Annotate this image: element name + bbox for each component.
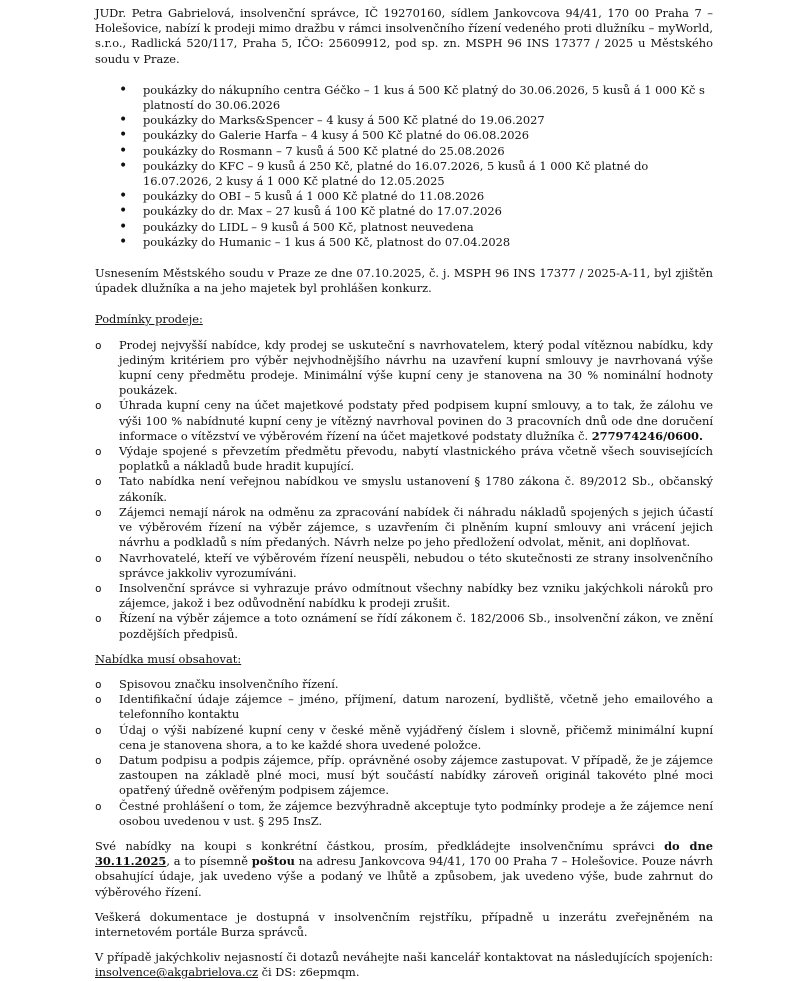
documentation-paragraph: Veškerá dokumentace je dostupná v insolvenčním rejstříku, případně u inzerátu zveřejněném na internetovém portále Burza správců. — [95, 909, 713, 939]
deadline-label: do dne — [664, 838, 713, 853]
submission-text: Své nabídky na koupi s konkrétní částkou, prosím, předkládejte insolvenčnímu správci — [95, 838, 655, 853]
offer-heading: Nabídka musí obsahovat: — [95, 651, 242, 666]
voucher-item: • poukázky do Rosmann – 7 kusů á 500 Kč platné do 25.08.2026 — [143, 144, 713, 159]
condition-item: o Tato nabídka není veřejnou nabídkou ve smyslu ustanovení § 1780 zákona č. 89/2012 Sb., občanský zákoník. — [119, 474, 713, 504]
contact-text: V případě jakýchkoliv nejasností či dotazů neváhejte naši kancelář kontaktovat na následujících spojeních: — [95, 950, 713, 965]
offer-requirements-list — [95, 677, 713, 829]
offer-item: o Čestné prohlášení o tom, že zájemce bezvýhradně akceptuje tyto podmínky prodeje a že zájemce není osobou uvedenou v ust. § 295 InsZ. — [119, 799, 713, 829]
account-number: 277974246/0600. — [591, 428, 703, 443]
voucher-item: • poukázky do KFC – 9 kusů á 250 Kč, platné do 16.07.2026, 5 kusů á 1 000 Kč platné do 16.07.2026, 2 kusy á 1 000 Kč platné do 12.05.2025 — [143, 159, 713, 189]
offer-item: o Identifikační údaje zájemce – jméno, příjmení, datum narození, bydliště, včetně jeho emailového a telefonního kontaktu — [119, 692, 713, 722]
contact-paragraph — [95, 950, 713, 980]
voucher-item: • poukázky do Humanic – 1 kus á 500 Kč, platnost do 07.04.2028 — [143, 235, 713, 250]
voucher-item: • poukázky do Galerie Harfa – 4 kusy á 500 Kč platné do 06.08.2026 — [143, 128, 713, 143]
condition-item-payment — [119, 398, 713, 444]
condition-item: o Výdaje spojené s převzetím předmětu převodu, nabytí vlastnického práva včetně všech souvisejících poplatků a nákladů bude hradit kupující. — [119, 444, 713, 474]
offer-item: o Spisovou značku insolvenčního řízení. — [119, 677, 713, 692]
deadline-date: 30.11.2025 — [95, 854, 167, 869]
condition-item: o Zájemci nemají nárok na odměnu za zpracování nabídek či náhradu nákladů spojených s jejich účastí ve výběrovém řízení na výběr zájemce, s uzavřením či plněním kupní smlouvy ani vrácení jejich návrhu a podkladů s ním předaných. Návrh nelze po jeho předložení odvolat, měnit, ani doplňovat. — [119, 505, 713, 551]
voucher-list — [95, 83, 713, 250]
resolution-paragraph: Usnesením Městského soudu v Praze ze dne 07.10.2025, č. j. MSPH 96 INS 17377 / 2025-A-11, byl zjištěn úpadek dlužníka a na jeho majetek byl prohlášen konkurz. — [95, 266, 713, 296]
submission-text-2: , a to písemně — [166, 854, 248, 869]
condition-item: o Insolvenční správce si vyhrazuje právo odmítnout všechny nabídky bez vzniku jakýchkoli nároků pro zájemce, jakož i bez odůvodnění nabídku k prodeji zrušit. — [119, 581, 713, 611]
voucher-item: • poukázky do LIDL – 9 kusů á 500 Kč, platnost neuvedena — [143, 220, 713, 235]
condition-item: o Prodej nejvyšší nabídce, kdy prodej se uskuteční s navrhovatelem, který podal vítěznou nabídku, kdy jediným kritériem pro výběr nejvhodnějšího návrhu na uzavření kupní smlouvy je navrhovaná výše kupní ceny předmětu prodeje. Minimální výše kupní ceny je stanovena na 30 % nominální hodnoty poukázek. — [119, 338, 713, 399]
submission-text-3: na adresu Jankovcova 94/41, 170 00 Praha 7 – Holešovice. Pouze návrh obsahující údaje, jak uvedeno výše a podaný ve lhůtě a způsobem, jak uvedeno výše, bude zahrnut do výběrového řízení. — [95, 854, 714, 899]
contact-email-link[interactable]: insolvence@akgabrielova.cz — [95, 965, 258, 980]
voucher-item: • poukázky do Marks&Spencer – 4 kusy á 500 Kč platné do 19.06.2027 — [143, 113, 713, 128]
condition-payment-text: Úhrada kupní ceny na účet majetkové podstaty před podpisem kupní smlouvy, a to tak, že zálohu ve výši 100 % nabídnuté kupní ceny je vítězný navrhoval povinen do 3 pracovních dnů ode dne doručení informace o vítězství ve výběrovém řízení na účet majetkové podstaty dlužníka č. — [119, 398, 713, 443]
offer-item: o Údaj o výši nabízené kupní ceny v české měně vyjádřený číslem i slovně, přičemž minimální kupní cena je stanovena shora, a to ke každé shora uvedené položce. — [119, 723, 713, 753]
data-box-text: či DS: z6epmqm. — [261, 965, 360, 980]
conditions-list — [95, 338, 713, 642]
condition-item: o Navrhovatelé, kteří ve výběrovém řízení neuspěli, nebudou o této skutečnosti ze strany insolvenčního správce jakkoliv vyrozumíváni. — [119, 551, 713, 581]
offer-item: o Datum podpisu a podpis zájemce, příp. oprávněné osoby zájemce zastupovat. V případě, že je zájemce zastoupen na základě plné moci, musí být součástí nabídky zároveň originál takovéto plné moci opatřený úředně ověřeným podpisem zájemce. — [119, 753, 713, 799]
voucher-item: • poukázky do dr. Max – 27 kusů á 100 Kč platné do 17.07.2026 — [143, 204, 713, 219]
condition-item: o Řízení na výběr zájemce a toto oznámení se řídí zákonem č. 182/2006 Sb., insolvenční zákon, ve znění pozdějších předpisů. — [119, 611, 713, 641]
post-label: poštou — [251, 854, 295, 869]
document-page — [95, 6, 713, 981]
intro-paragraph: JUDr. Petra Gabrielová, insolvenční správce, IČ 19270160, sídlem Jankovcova 94/41, 170 00 Praha 7 – Holešovice, nabízí k prodeji mimo dražbu v rámci insolvenčního řízení vedeného proti dlužníku – myWorld, s.r.o., Radlická 520/117, Praha 5, IČO: 25609912, pod sp. zn. MSPH 96 INS 17377 / 2025 u Městského soudu v Praze. — [95, 6, 713, 66]
submission-paragraph — [95, 839, 713, 900]
conditions-heading: Podmínky prodeje: — [95, 312, 203, 327]
voucher-item: • poukázky do OBI – 5 kusů á 1 000 Kč platné do 11.08.2026 — [143, 189, 713, 204]
voucher-item: • poukázky do nákupního centra Géčko – 1 kus á 500 Kč platný do 30.06.2026, 5 kusů á 1 000 Kč s platností do 30.06.2026 — [143, 83, 713, 113]
